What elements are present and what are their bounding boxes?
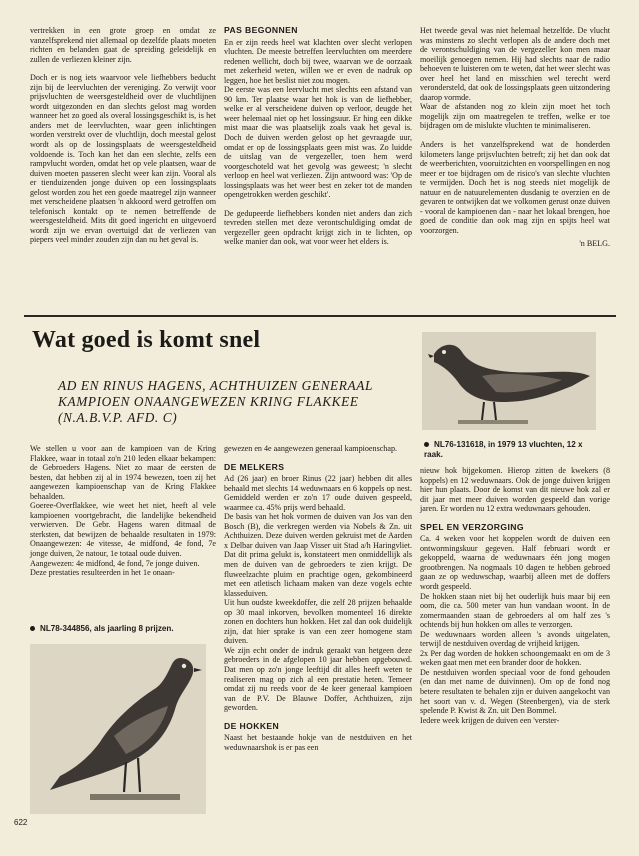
paragraph: Doch er is nog iets waarvoor vele liefhebbers beducht zijn bij de leervluchten der vereniging. Zo verwijt voor prijsvluchten de weersgesteldheid over de vluchtlijnen wordt uitgezonden en dan slechts gelost mag worden wanneer het zo goed als overal lossingsgeschikt is, is het anders met de leervluchten, waar geen inlichtingen worden verstrekt over de vluchtlijn, doch meestal gelost wordt als op de lossingsplaats de weersgesteldheid voldoende is. Toch kan het dan een slechte, zelfs een rampvlucht worden, omdat het op vele plaatsen, waar de duiven moeten passeren slecht weer kan zijn. Vooral als er tienduizenden jonge duiven op een lossingsplaats gelost worden zou het een goede maatregel zijn wanneer met verscheidene plaatsen 'n akkoord werd getroffen om telefonisch kontakt op te nemen betreffende de weersgesteldheid. Mits dit goed ingericht en uitgevoerd wordt zijn we ervan overtuigd dat de verliezen van piepers veel minder zouden zijn dan nu het geval is.	[30, 73, 216, 245]
paragraph: Uit hun oudste kweekdoffer, die zelf 28 prijzen behaalde op 30 maal inkorven, bevolken momenteel 16 direkte zonen en dochters hun hokken. Het zal dan ook duidelijk zijn, dat hier sprake is van een zeer homogene stam duiven.	[224, 598, 412, 646]
paragraph: Anders is het vanzelfsprekend wat de honderden kilometers lange prijsvluchten betreft; zij het dan ook dat de weerberichten, vooruitzichten en voorspellingen en nog meer er toe bijdragen om de risico's van slechte vluchten te vermijden. Doch het is nog steeds niet mogelijk de natuur en de natuurelementen dusdanig te overzien en de gevaren te ontwijken dat we volkomen gerust onze duiven - vooral de kampioenen dan - naar het lokaal brengen, hoe goed de conditie dan ook mag zijn en spijts heel wat voorzorgen.	[420, 140, 610, 235]
article-title: Wat goed is komt snel	[32, 327, 261, 353]
pigeon-icon	[30, 644, 206, 814]
paragraph: We stellen u voor aan de kampioen van de Kring Flakkee, waar in totaal zo'n 210 leden elkaar bekampen: de Gebroeders Hagens. Niet zo maar de eersten de besten, dat hebben zij al in 1974 bewezen, toen zij het aangewezen kampioenschap van de Kring Flakkee behaalden.	[30, 444, 216, 501]
article-column-1	[30, 444, 216, 587]
article-column-3	[420, 466, 610, 734]
article-subtitle: AD EN RINUS HAGENS, ACHTHUIZEN GENERAAL KAMPIOEN ONAANGEWEZEN KRING FLAKKEE (N.A.B.V.P. AFD. C)	[58, 378, 373, 425]
paragraph: Iedere week krijgen de duiven een 'verster-	[420, 715, 560, 725]
photo-caption-top: NL76-131618, in 1979 13 vluchten, 12 x raak.	[424, 440, 583, 459]
section-heading: PAS BEGONNEN	[224, 25, 298, 35]
paragraph: gewezen en 4e aangewezen generaal kampioenschap.	[224, 444, 398, 453]
page-number: 622	[14, 818, 28, 827]
section-divider	[24, 315, 616, 317]
top-column-1	[30, 26, 216, 254]
paragraph: Waar de afstanden nog zo klein zijn moet het toch mogelijk zijn om maatregelen te treffen, welke er toe bijdragen om de mislukte vluchten te minimaliseren.	[420, 102, 610, 131]
paragraph: Deze prestaties resulteerden in het 1e onaan-	[30, 568, 175, 578]
photo-caption-bottom: NL78-344856, als jaarling 8 prijzen.	[30, 624, 216, 634]
section-heading: SPEL EN VERZORGING	[420, 521, 524, 532]
paragraph: Ad (26 jaar) en broer Rinus (22 jaar) hebben dit alles behaald met slechts 14 weduwnaars en 6 koppels op nest. Gemiddeld werden er zo'n 17 oude duiven gespeeld, waarmee ca. 45% prijs werd behaald.	[224, 474, 412, 512]
signature: 'n BELG.	[579, 239, 610, 249]
pigeon-photo-top	[422, 332, 596, 430]
article-column-2	[224, 444, 412, 761]
paragraph: De weduwnaars worden alleen 's avonds uitgelaten, terwijl de nestduiven overdag de vrijheid krijgen.	[420, 629, 610, 649]
top-column-2	[224, 26, 412, 256]
paragraph: nieuw hok bijgekomen. Hierop zitten de kwekers (8 koppels) en 12 weduwnaars. Ook de jonge duiven krijgen hier hun plaats. Door de komst van dit nieuwe hok zal er dit jaar met meer duiven worden gespeeld dan vorige jaren. Er worden nu 12 extra weduwnaars gehouden.	[420, 466, 610, 514]
paragraph: Goeree-Overflakkee, wie weet het niet, heeft al vele kampioenen voortgebracht, die landelijke bekendheid verwierven. De Gebr. Hagens waren ditmaal de sterksten, dat bewijzen de behaalde resultaten in 1979: Onaangewezen: 4e vitesse, 4e midfond, 4e fond, 7e jonge duiven, 2e natour, 1e totaal oude duiven.	[30, 501, 216, 559]
bullet-icon	[424, 442, 429, 447]
paragraph: Het tweede geval was niet helemaal hetzelfde. De vlucht was minstens zo slecht verlopen als de andere doch met de verontschuldiging van de vergezeller kon men maar moeilijk genoegen nemen. Hij had slechts naar de radio behoeven te luisteren om te weten, dat het weer slecht was over heel het land en misschien wel terecht werd verondersteld, dat ook de lossingsplaats geen uitzondering daarop vormde.	[420, 26, 610, 102]
paragraph: Aangewezen: 4e midfond, 4e fond, 7e jonge duiven.	[30, 558, 200, 568]
paragraph: Naast het bestaande hokje van de nestduiven en het weduwnaarshok is er pas een	[224, 733, 412, 752]
paragraph: vertrekken in een grote groep en omdat ze vanzelfsprekend niet allemaal op dezelfde plaats moeten richten en belanden gaat de spreiding geleidelijk en zullen de verliezen kleiner zijn.	[30, 26, 216, 64]
paragraph: De nestduiven worden speciaal voor de fond gehouden (en dan met name de duivinnen). Om op de fond nog betere resultaten te behalen zijn er duiven aangekocht van het soort van v. d. Wegen (Steenbergen), via de sterk spelende P. Kwist & Zn. uit Den Bommel.	[420, 667, 610, 716]
pigeon-photo-bottom	[30, 644, 206, 814]
paragraph: Ca. 4 weken voor het koppelen wordt de duiven een ontwormingskuur gegeven. Half februari wordt er gekoppeld, waarna de weduwnaars één jong mogen grootbrengen. Na nogmaals 10 dagen te hebben gebroed gaan ze op weduwschap, waarbij alleen met de doffers wordt gespeeld.	[420, 534, 610, 592]
section-heading: DE MELKERS	[224, 461, 285, 472]
paragraph: We zijn echt onder de indruk geraakt van hetgeen deze gebroeders in de afgelopen 10 jaar hebben opgebouwd. Dat men op zo'n jonge leeftijd dit alles heeft weten te realiseren mag op zich al een prestatie heten. Temeer omdat zij nu reeds voor de 4e keer generaal kampioen van de P.V. De Blauwe Doffer, Achthuizen, zijn geworden.	[224, 645, 412, 713]
paragraph: De basis van het hok vormen de duiven van Jos van den Bosch (B), die verkregen werden via Nobels & Zn. uit Achthuizen. Deze duiven werden gekruist met de Aarden x Delbar duiven van Jaap Visser uit Stad a/h Haringvliet. Dat dit prima gelukt is, konstateert men onmiddellijk als men de duiven van de gebroeders te zien krijgt. De fluweelzachte pluim en prachtige ogen, gekombineerd met een atletisch lichaam maken van deze vogels echte klasseduiven.	[224, 512, 412, 598]
paragraph: En er zijn reeds heel wat klachten over slecht verlopen vluchten. De meeste betreffen leervluchten om meerdere redenen wellicht, doch bij twee, waarvan we de oorzaak met zekerheid weten, willen we er even de nadruk op leggen, hoe het beslist niet zou mogen.	[224, 37, 412, 85]
top-column-3	[420, 26, 610, 249]
section-heading: DE HOKKEN	[224, 720, 280, 731]
paragraph: De gedupeerde liefhebbers konden niet anders dan zich tevreden stellen met deze verontschuldiging omdat de vergezeller geen opdracht krijgt zich in te lichten, op welke manier dan ook, wat voor weer het elders is.	[224, 208, 412, 247]
pigeon-icon	[422, 332, 596, 430]
paragraph: De hokken staan niet bij het ouderlijk huis maar bij een oom, die ca. 500 meter van hun vandaan woont. In de zomermaanden staan de gebroeders al om half zes 's ochtends bij hun hokken om alles te verzorgen.	[420, 591, 610, 630]
paragraph: 2x Per dag worden de hokken schoongemaakt en om de 3 weken gaat men met een brander door de hokken.	[420, 648, 610, 668]
bullet-icon	[30, 626, 35, 631]
paragraph: De eerste was een leervlucht met slechts een afstand van 90 km. Ter plaatse waar het hok is van de liefhebber, welke er al verscheidene duiven op verloor, deugde het weer helemaal niet op het lossingsuur. Er hing een dikke mist maar die was plaatselijk zoals vaak het geval is. Doch de duiven werden gelost op het gevraagde uur, omdat er op de lossingsplaats geen mist was. Zo luidde de uitslag van de vergezeller, toen hem werd voorgeschoteld wat het gevolg was geweest; 'n slecht verloop en heel wat verliezen. Zijn antwoord was: 'Op de lossingsplaats was het weer best en zeker tot de manden opengetrokken werden geschikt'.	[224, 85, 412, 200]
